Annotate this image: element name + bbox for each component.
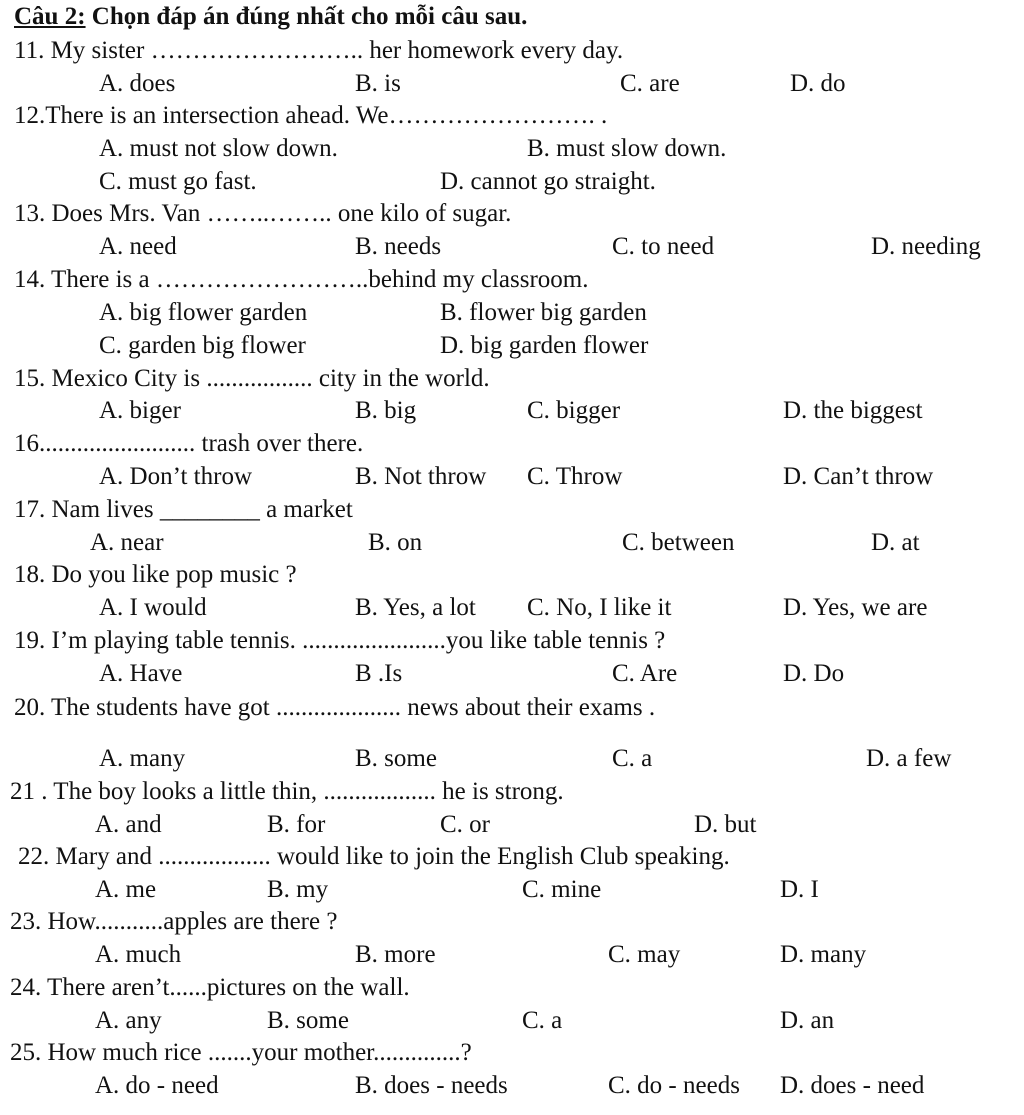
option-c: C. to need — [612, 233, 715, 260]
option-c: C. garden big flower — [99, 332, 306, 359]
option-a: A. do - need — [95, 1072, 219, 1099]
option-b: B. big — [355, 397, 417, 424]
option-a: A. much — [95, 941, 182, 968]
option-d: D. big garden flower — [440, 332, 649, 359]
option-b: B. Not throw — [355, 463, 487, 490]
option-d: D. needing — [871, 233, 981, 260]
option-b: B. for — [267, 811, 326, 838]
option-d: D. Yes, we are — [783, 594, 928, 621]
option-c: C. do - needs — [608, 1072, 740, 1099]
option-c: C. mine — [522, 876, 602, 903]
option-a: A. many — [99, 745, 186, 772]
option-a: A. biger — [99, 397, 181, 424]
option-a: A. near — [90, 529, 164, 556]
option-c: C. a — [522, 1007, 563, 1034]
option-b: B. on — [368, 529, 423, 556]
option-a: A. big flower garden — [99, 299, 308, 326]
option-a: A. any — [95, 1007, 162, 1034]
question-stem: 20. The students have got .................... news about their exams . — [14, 694, 656, 721]
question-stem: 12.There is an intersection ahead. We……………………. . — [14, 102, 608, 129]
option-b: B. some — [267, 1007, 349, 1034]
option-a: A. Have — [99, 660, 183, 687]
option-b: B .Is — [355, 660, 403, 687]
section-label: Câu 2: — [14, 3, 86, 30]
option-a: A. and — [95, 811, 162, 838]
question-stem: 11. My sister …………………….. her homework every day. — [14, 37, 624, 64]
option-d: D. cannot go straight. — [440, 168, 656, 195]
option-a: A. must not slow down. — [99, 135, 338, 162]
question-stem: 16......................... trash over there. — [14, 430, 364, 457]
question-stem: 22. Mary and .................. would like to join the English Club speaking. — [18, 843, 730, 870]
option-c: C. Throw — [527, 463, 623, 490]
option-d: D. Do — [783, 660, 845, 687]
option-c: C. Are — [612, 660, 678, 687]
option-a: A. I would — [99, 594, 207, 621]
option-b: B. needs — [355, 233, 442, 260]
option-d: D. an — [780, 1007, 835, 1034]
section-heading — [14, 2, 527, 32]
option-c: C. or — [440, 811, 490, 838]
question-stem: 17. Nam lives ________ a market — [14, 496, 353, 523]
option-d: D. Can’t throw — [783, 463, 934, 490]
option-c: C. between — [622, 529, 735, 556]
option-d: D. do — [790, 70, 846, 97]
question-stem: 15. Mexico City is ................. city in the world. — [14, 365, 490, 392]
question-stem: 18. Do you like pop music ? — [14, 561, 297, 588]
option-d: D. does - need — [780, 1072, 925, 1099]
option-c: C. must go fast. — [99, 168, 257, 195]
option-b: B. more — [355, 941, 436, 968]
question-stem: 25. How much rice .......your mother..............? — [10, 1039, 472, 1066]
option-b: B. must slow down. — [527, 135, 727, 162]
section-instruction: Chọn đáp án đúng nhất cho mỗi câu sau. — [85, 3, 528, 30]
question-stem: 21 . The boy looks a little thin, .................. he is strong. — [10, 778, 564, 805]
option-d: D. the biggest — [783, 397, 923, 424]
option-a: A. Don’t throw — [99, 463, 253, 490]
option-c: C. a — [612, 745, 653, 772]
option-d: D. at — [871, 529, 920, 556]
option-a: A. need — [99, 233, 177, 260]
option-c: C. No, I like it — [527, 594, 672, 621]
option-c: C. may — [608, 941, 681, 968]
question-stem: 24. There aren’t......pictures on the wall. — [10, 974, 410, 1001]
question-stem: 13. Does Mrs. Van ……..…….. one kilo of sugar. — [14, 200, 512, 227]
option-b: B. Yes, a lot — [355, 594, 476, 621]
question-stem: 14. There is a ……………………..behind my classroom. — [14, 266, 589, 293]
option-a: A. me — [95, 876, 157, 903]
option-d: D. I — [780, 876, 819, 903]
option-b: B. my — [267, 876, 329, 903]
question-stem: 23. How...........apples are there ? — [10, 908, 338, 935]
option-b: B. is — [355, 70, 401, 97]
option-c: C. are — [620, 70, 680, 97]
option-a: A. does — [99, 70, 176, 97]
option-c: C. bigger — [527, 397, 621, 424]
option-b: B. some — [355, 745, 437, 772]
option-b: B. flower big garden — [440, 299, 647, 326]
option-d: D. many — [780, 941, 867, 968]
option-b: B. does - needs — [355, 1072, 508, 1099]
option-d: D. but — [694, 811, 757, 838]
question-stem: 19. I’m playing table tennis. .......................you like table tennis ? — [14, 627, 666, 654]
option-d: D. a few — [866, 745, 952, 772]
